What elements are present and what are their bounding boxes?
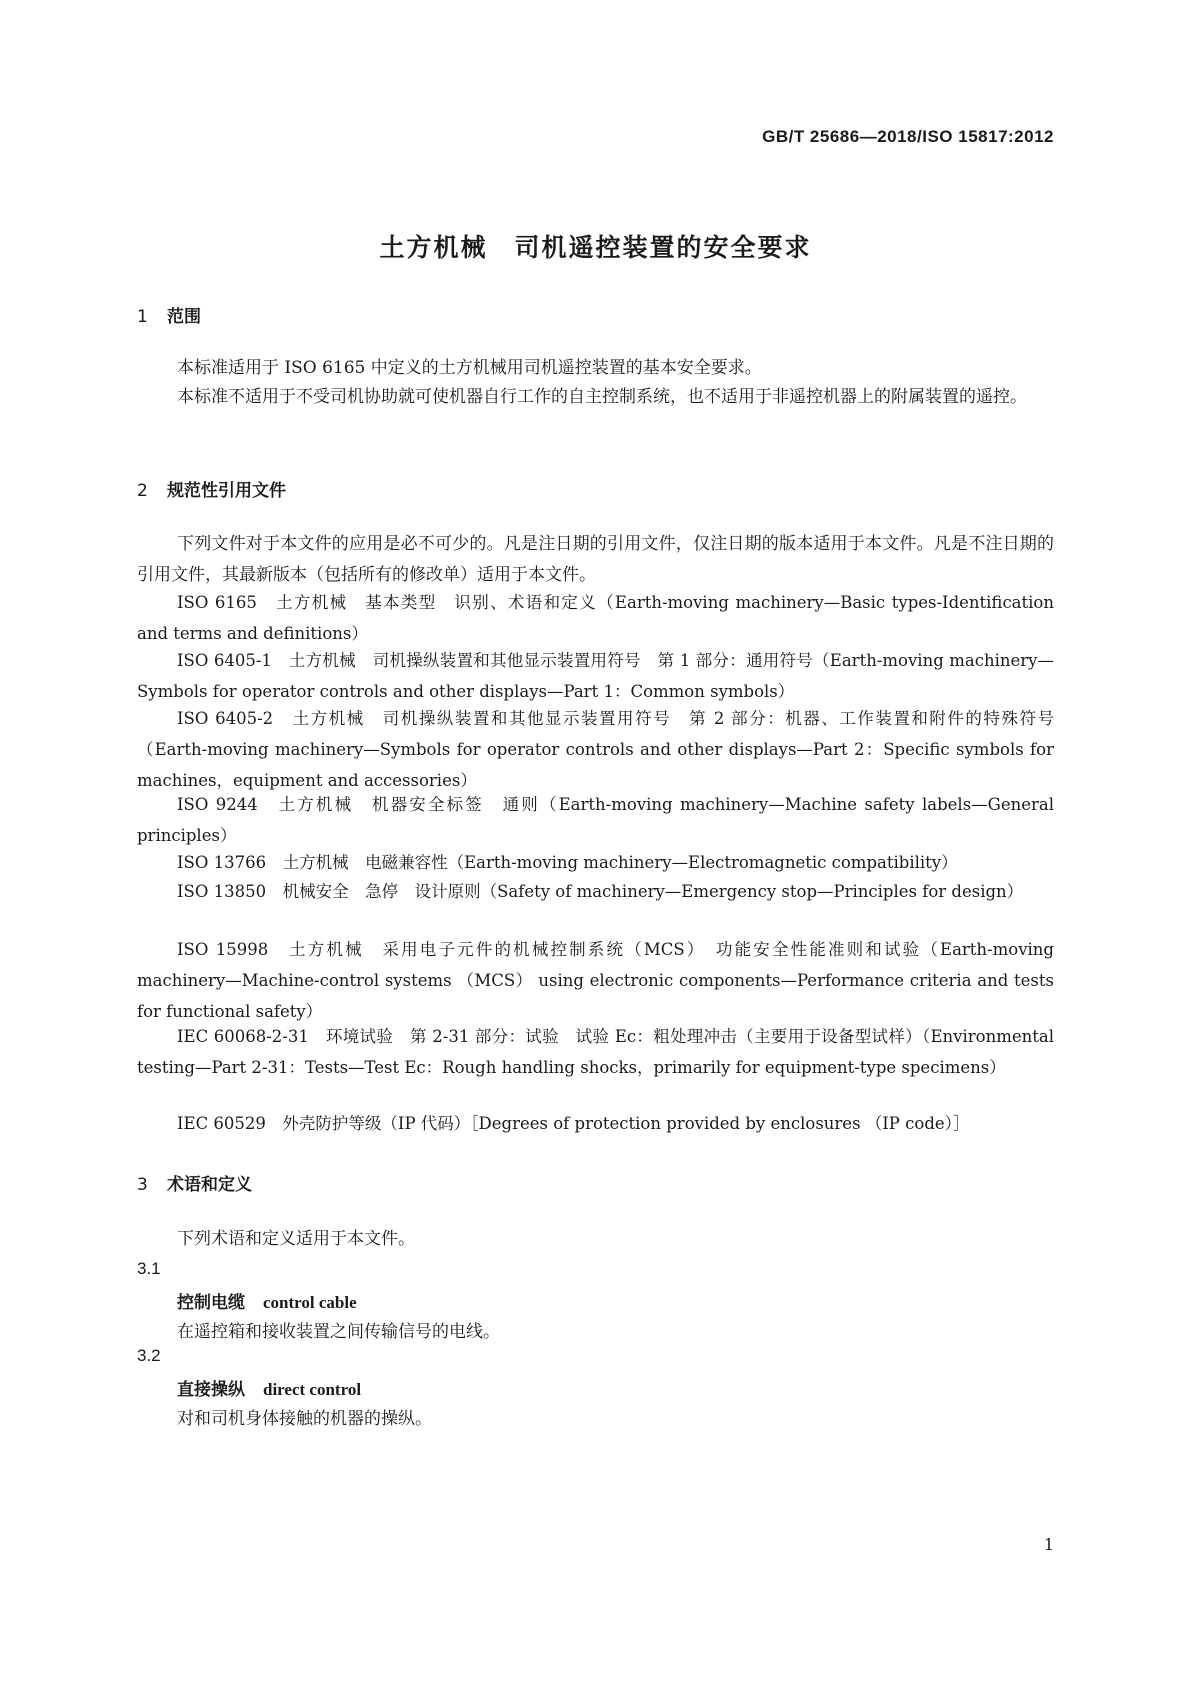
terms-intro: 下列术语和定义适用于本文件。 [177,1229,415,1249]
term-zh: 控制电缆 [177,1293,245,1313]
section-title: 规范性引用文件 [167,481,286,501]
term-definition: 对和司机身体接触的机器的操纵。 [177,1409,432,1429]
term-en: control cable [263,1293,357,1312]
term-definition: 在遥控箱和接收装置之间传输信号的电线。 [177,1322,500,1342]
term-number: 3.2 [137,1346,161,1365]
section-number: 1 [137,307,148,327]
reference-item: ISO 6405-1 土方机械 司机操纵装置和其他显示装置用符号 第 1 部分：通用符号（Earth-moving machinery—Symbols for operator controls and other displays—Part 1：Common symbols） [137,651,1054,701]
reference-item: ISO 6165 土方机械 基本类型 识别、术语和定义（Earth-moving machinery—Basic types-Identification and terms and definitions） [137,593,1054,643]
term-number: 3.1 [137,1259,161,1278]
page-number: 1 [1043,1535,1054,1554]
scope-paragraph: 本标准不适用于不受司机协助就可使机器自行工作的自主控制系统，也不适用于非遥控机器上的附属装置的遥控。 [177,387,1027,407]
reference-item: IEC 60529 外壳防护等级（IP 代码）［Degrees of protection provided by enclosures （IP code）］ [177,1114,970,1133]
section-number: 2 [137,481,148,501]
section-3-heading [137,1170,252,1195]
section-number: 3 [137,1175,148,1195]
scope-paragraph: 本标准适用于 ISO 6165 中定义的土方机械用司机遥控装置的基本安全要求。 [177,358,762,378]
reference-item: ISO 9244 土方机械 机器安全标签 通则（Earth-moving machinery—Machine safety labels—General principles） [137,795,1054,845]
term-zh: 直接操纵 [177,1380,245,1400]
term-en: direct control [263,1380,362,1399]
page-title: 土方机械 司机遥控装置的安全要求 [379,233,812,262]
reference-item: ISO 15998 土方机械 采用电子元件的机械控制系统（MCS） 功能安全性能准则和试验（Earth-moving machinery—Machine-control systems （MCS） using electronic components—Performance criteria and tests for functional safety） [137,940,1054,1021]
reference-item: IEC 60068-2-31 环境试验 第 2-31 部分：试验 试验 Ec：粗处理冲击（主要用于设备型试样）（Environmental testing—Part 2-31：Tests—Test Ec：Rough handling shocks，primarily for equipment-type specimens） [137,1027,1054,1077]
reference-item: ISO 13766 土方机械 电磁兼容性（Earth-moving machinery—Electromagnetic compatibility） [177,853,958,872]
section-title: 范围 [167,307,201,327]
section-2-heading [137,476,286,501]
references-intro: 下列文件对于本文件的应用是必不可少的。凡是注日期的引用文件，仅注日期的版本适用于本文件。凡是不注日期的引用文件，其最新版本（包括所有的修改单）适用于本文件。 [137,534,1054,585]
term-heading [177,1375,361,1400]
term-heading [177,1288,357,1313]
reference-item: ISO 13850 机械安全 急停 设计原则（Safety of machinery—Emergency stop—Principles for design） [177,882,1024,901]
reference-item: ISO 6405-2 土方机械 司机操纵装置和其他显示装置用符号 第 2 部分：机器、工作装置和附件的特殊符号（Earth-moving machinery—Symbols for operator controls and other displays—Part 2：Specific symbols for machines，equipment and accessories） [137,709,1054,790]
standard-number: GB/T 25686—2018/ISO 15817:2012 [762,127,1054,146]
section-1-heading [137,302,201,327]
section-title: 术语和定义 [167,1175,252,1195]
